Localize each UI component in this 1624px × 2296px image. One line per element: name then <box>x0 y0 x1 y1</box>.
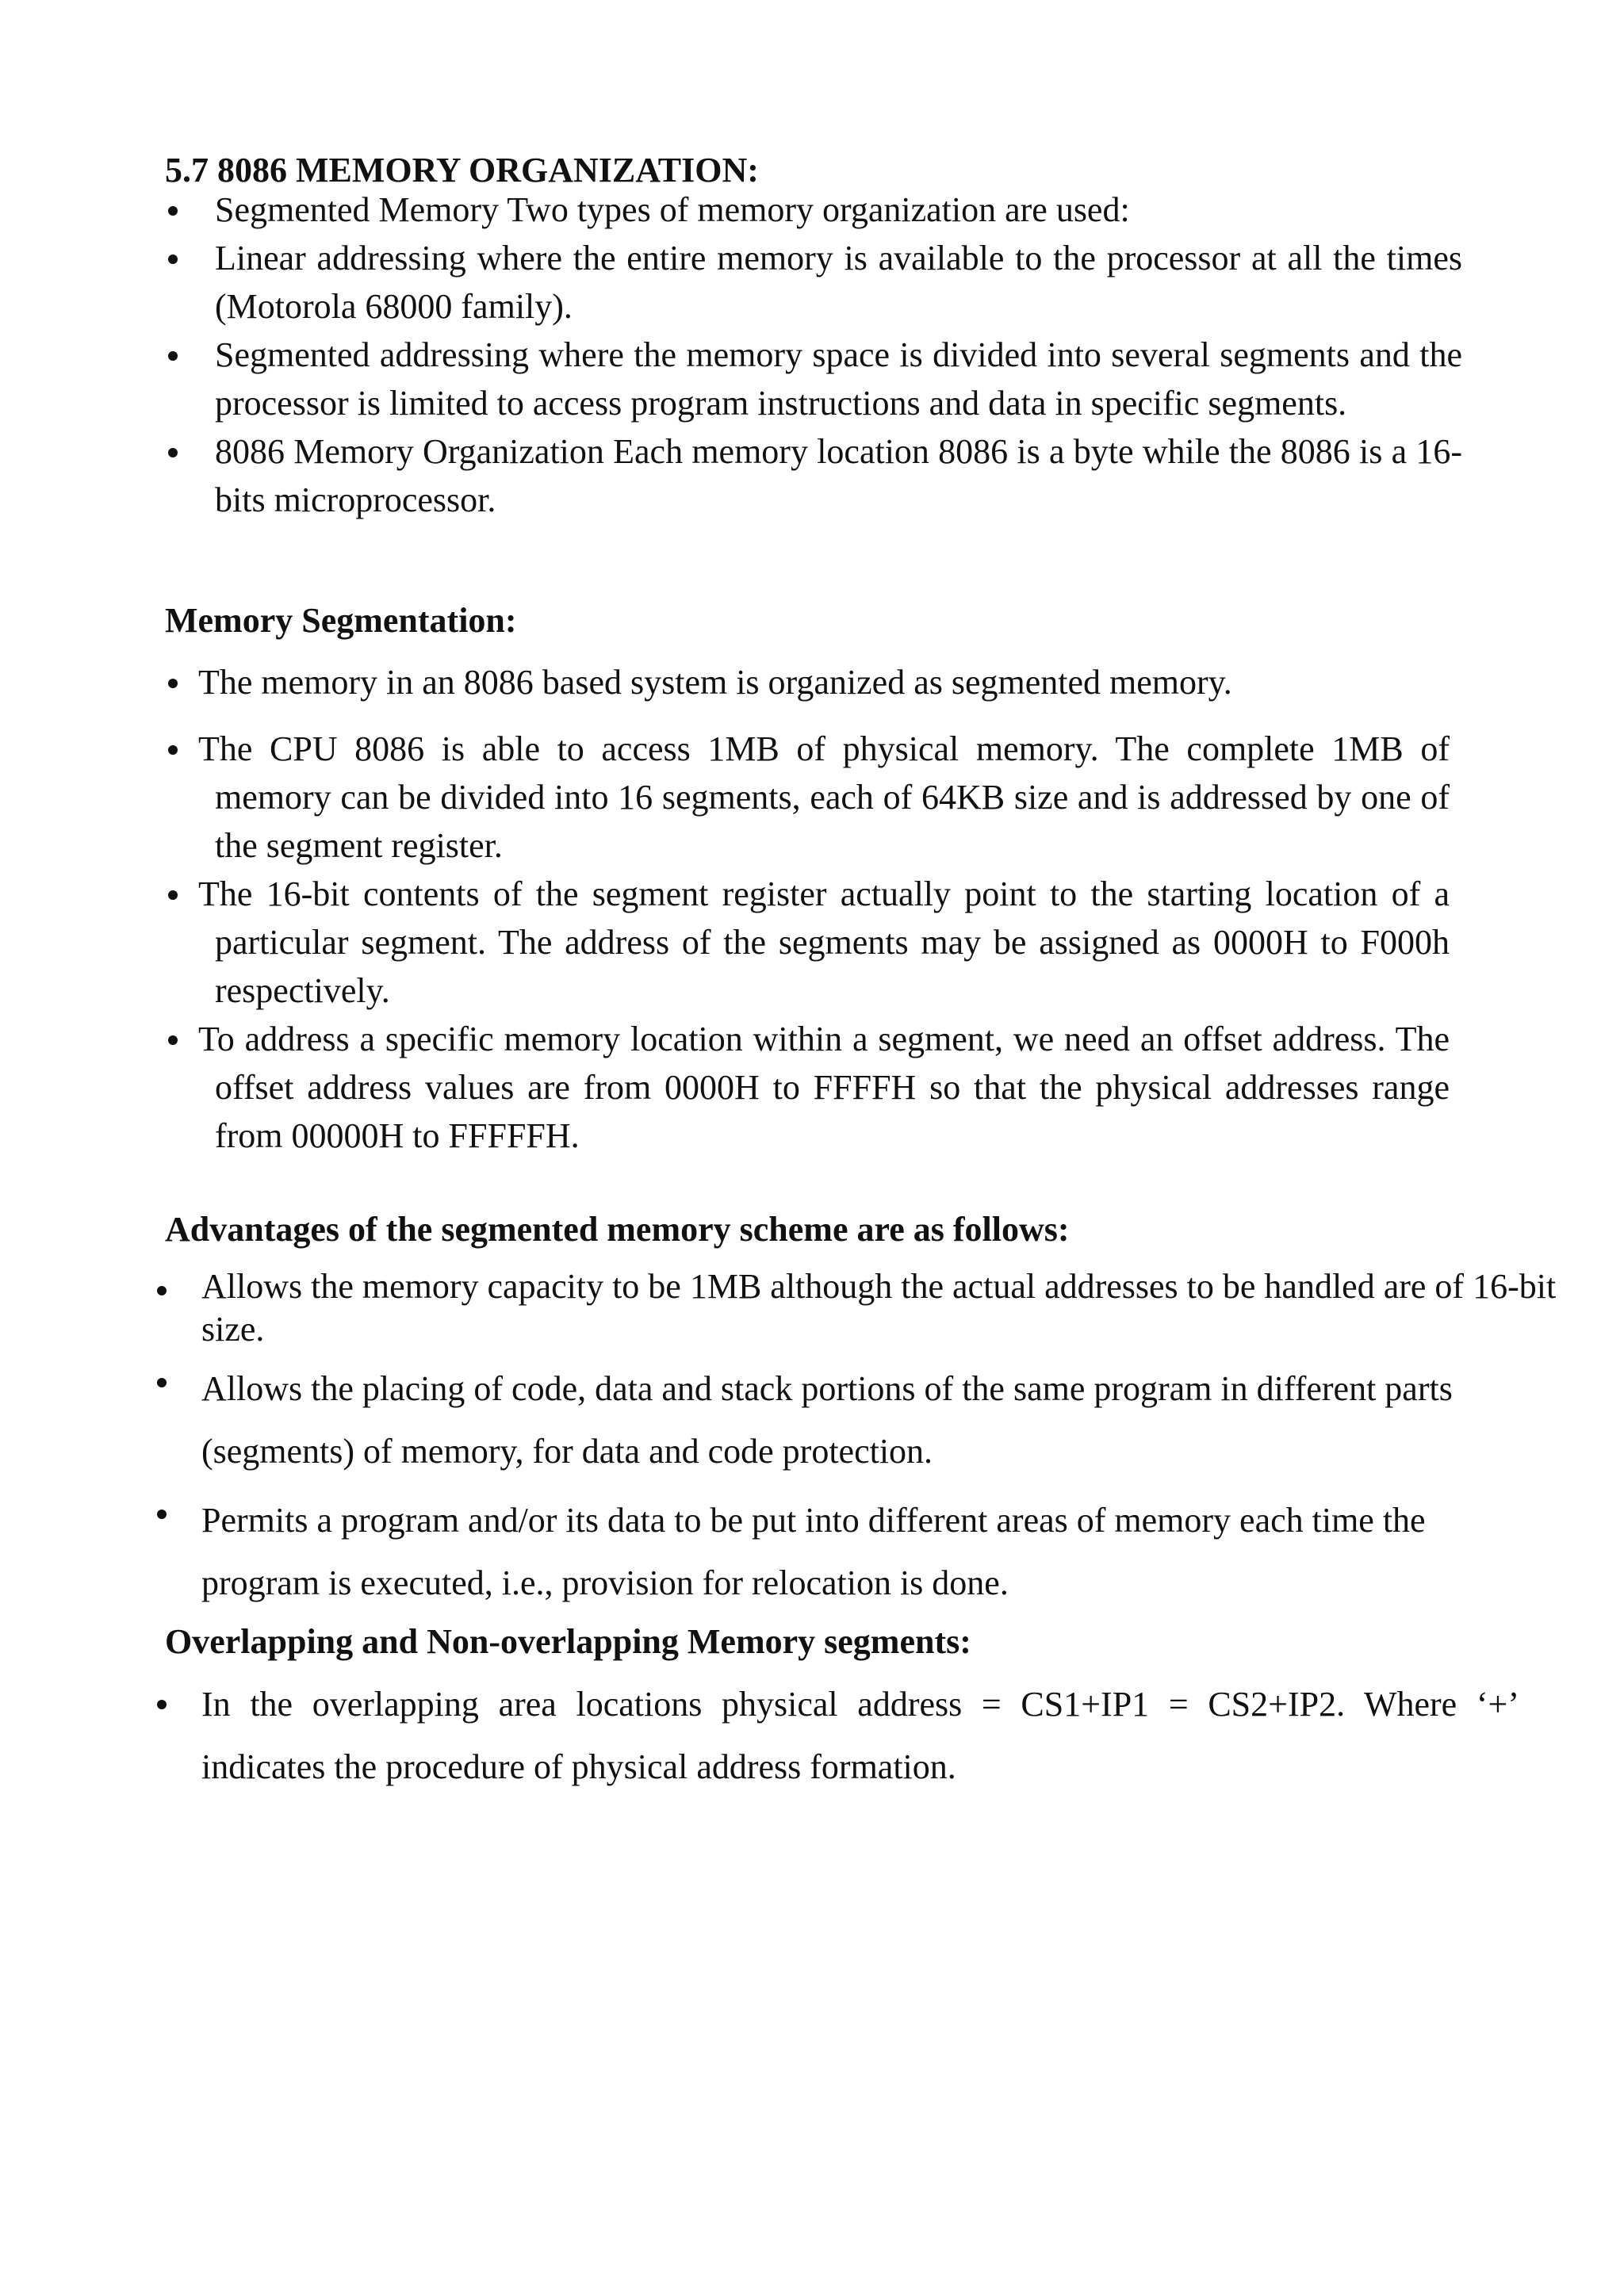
list-item: To address a specific memory location within a segment, we need an offset address. The offset address values are from 0000H to FFFFH so that the physical addresses range from 00000H to FFFFFH. <box>165 1015 1450 1160</box>
advantages-list <box>155 1265 1583 1614</box>
memory-segmentation-list <box>165 658 1450 1160</box>
list-item: Segmented Memory Two types of memory organization are used: <box>165 186 1462 234</box>
list-item: The CPU 8086 is able to access 1MB of physical memory. The complete 1MB of memory can be divided into 16 segments, each of 64KB size and is addressed by one of the segment register. <box>165 725 1450 870</box>
overlapping-segments-list <box>155 1673 1519 1798</box>
list-item: Segmented addressing where the memory space is divided into several segments and the processor is limited to access program instructions and data in specific segments. <box>165 331 1462 427</box>
section-heading-memory-segmentation: Memory Segmentation: <box>165 601 517 640</box>
section-heading-advantages: Advantages of the segmented memory scheme are as follows: <box>165 1210 1070 1249</box>
list-item: In the overlapping area locations physical address = CS1+IP1 = CS2+IP2. Where ‘+’ indicates the procedure of physical address formation. <box>155 1673 1519 1798</box>
list-item: Linear addressing where the entire memory is available to the processor at all the times (Motorola 68000 family). <box>165 234 1462 331</box>
list-item: 8086 Memory Organization Each memory location 8086 is a byte while the 8086 is a 16-bits microprocessor. <box>165 427 1462 524</box>
list-item: Allows the placing of code, data and stack portions of the same program in different parts (segments) of memory, for data and code protection. <box>155 1357 1518 1483</box>
list-item: The 16-bit contents of the segment register actually point to the starting location of a particular segment. The address of the segments may be assigned as 0000H to F000h respectively. <box>165 870 1450 1015</box>
list-item: The memory in an 8086 based system is organized as segmented memory. <box>165 658 1450 706</box>
list-item: Allows the memory capacity to be 1MB although the actual addresses to be handled are of 16-bit size. <box>155 1265 1583 1351</box>
memory-organization-list <box>165 186 1462 524</box>
list-item: Permits a program and/or its data to be put into different areas of memory each time the program is executed, i.e., provision for relocation is done. <box>155 1489 1518 1614</box>
section-heading-overlapping-segments: Overlapping and Non-overlapping Memory segments: <box>165 1622 971 1661</box>
section-heading-memory-organization: 5.7 8086 MEMORY ORGANIZATION: <box>165 151 759 189</box>
